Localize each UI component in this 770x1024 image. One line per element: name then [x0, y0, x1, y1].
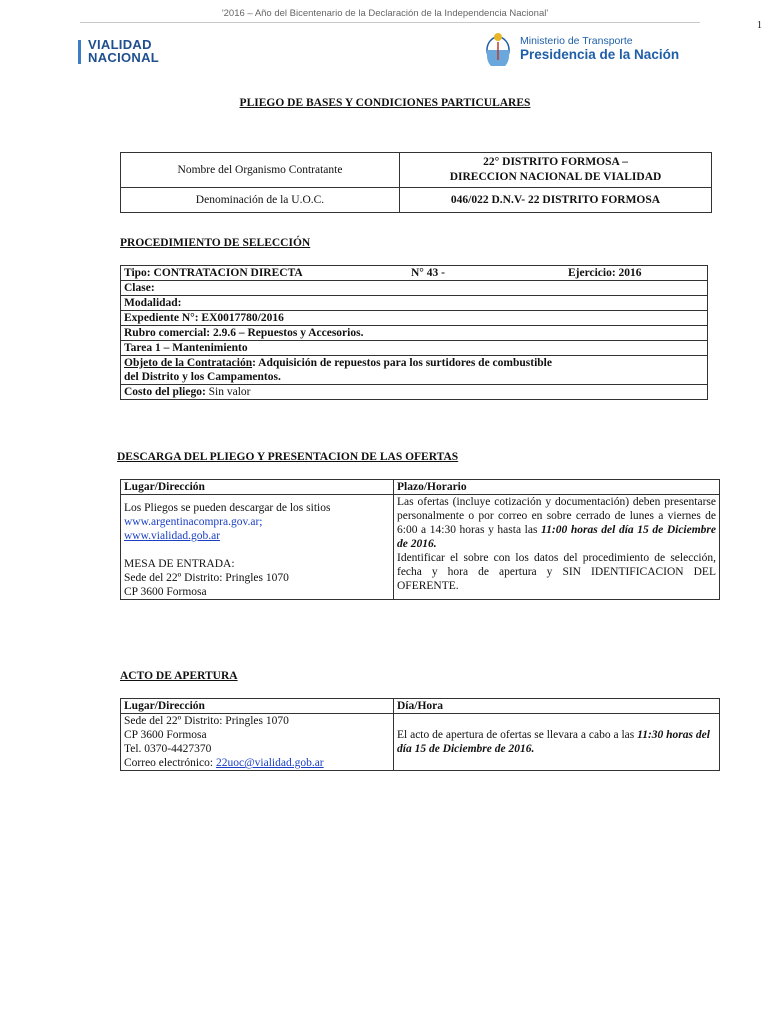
objeto-text: : Adquisición de repuestos para los surtidores de combustible — [252, 357, 552, 369]
apertura-cp: CP 3600 Formosa — [124, 729, 207, 741]
uoc-label: Denominación de la U.O.C. — [121, 188, 400, 213]
organismo-table — [120, 152, 712, 213]
apertura-datetime: 11:30 horas del día 15 de Diciembre de 2016. — [397, 729, 710, 755]
mesa-cp: CP 3600 Formosa — [124, 586, 207, 598]
plazo-deadline: 11:00 horas del día 15 de Diciembre de 2016. — [397, 524, 716, 550]
organismo-value-line-1: 22° DISTRITO FORMOSA – — [483, 156, 628, 168]
plazo-text: Las ofertas (incluye cotización y documentación) deben presentarse personalmente o por correo en sobre cerrado de lunes a viernes de 6:00 a 14:30 horas y hasta las — [397, 496, 716, 536]
descarga-table — [120, 479, 720, 600]
descarga-plazo-cell — [394, 495, 720, 600]
descarga-heading: DESCARGA DEL PLIEGO Y PRESENTACION DE LAS OFERTAS — [117, 451, 459, 463]
tipo: Tipo: CONTRATACION DIRECTA — [124, 267, 303, 279]
costo-value: Sin valor — [205, 386, 251, 398]
apertura-hora-cell — [394, 714, 720, 771]
procedimiento-box — [120, 265, 708, 400]
ministerio-logo — [484, 32, 679, 66]
tarea: Tarea 1 – Mantenimiento — [121, 341, 707, 356]
email-label: Correo electrónico: — [124, 757, 216, 769]
argentina-seal-icon — [484, 32, 512, 66]
plazo-identificar: Identificar el sobre con los datos del procedimiento de selección, fecha y hora de apertura y SIN IDENTIFICACION DEL OFERENTE. — [397, 552, 716, 592]
table-row — [121, 480, 720, 495]
expediente: Expediente N°: EX0017780/2016 — [121, 311, 707, 326]
table-row — [121, 153, 712, 188]
apertura-col2-header: Día/Hora — [394, 699, 720, 714]
logo-line-1: VIALIDAD — [88, 37, 152, 52]
apertura-table — [120, 698, 720, 771]
ministerio-line-2: Presidencia de la Nación — [520, 47, 680, 62]
descarga-col1-header: Lugar/Dirección — [121, 480, 394, 495]
apertura-col1-header: Lugar/Dirección — [121, 699, 394, 714]
ejercicio: Ejercicio: 2016 — [568, 267, 642, 279]
descarga-lugar-cell — [121, 495, 394, 600]
organismo-value — [400, 153, 712, 188]
apertura-sede: Sede del 22º Distrito: Pringles 1070 — [124, 715, 289, 727]
tipo-row — [121, 266, 707, 281]
email-link[interactable]: 22uoc@vialidad.gob.ar — [215, 757, 324, 769]
numero: N° 43 - — [411, 267, 445, 279]
ministerio-line-1: Ministerio de Transporte — [520, 35, 633, 47]
apertura-tel: Tel. 0370-4427370 — [124, 743, 212, 755]
descarga-text: Los Pliegos se pueden descargar de los sitios — [124, 502, 331, 514]
descarga-col2-header: Plazo/Horario — [394, 480, 720, 495]
procedimiento-heading: PROCEDIMIENTO DE SELECCIÓN — [120, 237, 311, 249]
objeto-label: Objeto de la Contratación — [124, 357, 253, 369]
objeto-row — [121, 356, 707, 385]
rubro: Rubro comercial: 2.9.6 – Repuestos y Accesorios. — [121, 326, 707, 341]
table-row — [121, 495, 720, 600]
argentinacompra-link[interactable]: www.argentinacompra.gov.ar; — [124, 516, 263, 528]
table-row — [121, 714, 720, 771]
apertura-text: El acto de apertura de ofertas se llevara a cabo a las — [397, 729, 638, 741]
logo-line-2: NACIONAL — [88, 50, 160, 65]
header-divider — [80, 22, 700, 23]
organismo-label: Nombre del Organismo Contratante — [121, 153, 400, 188]
modalidad: Modalidad: — [121, 296, 707, 311]
vialidad-logo — [78, 38, 159, 64]
organismo-value-line-2: DIRECCION NACIONAL DE VIALIDAD — [449, 171, 662, 183]
page-number: 1 — [757, 20, 762, 31]
uoc-value: 046/022 D.N.V- 22 DISTRITO FORMOSA — [400, 188, 712, 213]
document-title: PLIEGO DE BASES Y CONDICIONES PARTICULARES — [239, 97, 531, 109]
costo-label: Costo del pliego: — [124, 386, 206, 398]
table-row — [121, 188, 712, 213]
clase: Clase: — [121, 281, 707, 296]
table-row — [121, 699, 720, 714]
apertura-heading: ACTO DE APERTURA — [120, 670, 238, 682]
objeto-text-2: del Distrito y los Campamentos. — [124, 371, 281, 383]
apertura-lugar-cell — [121, 714, 394, 771]
costo-row — [121, 385, 707, 399]
logo-bar — [78, 40, 81, 64]
mesa-entrada: MESA DE ENTRADA: — [124, 558, 235, 570]
header-note: '2016 – Año del Bicentenario de la Declaración de la Independencia Nacional' — [221, 8, 549, 19]
vialidad-link[interactable]: www.vialidad.gob.ar — [124, 530, 221, 542]
mesa-sede: Sede del 22º Distrito: Pringles 1070 — [124, 572, 289, 584]
